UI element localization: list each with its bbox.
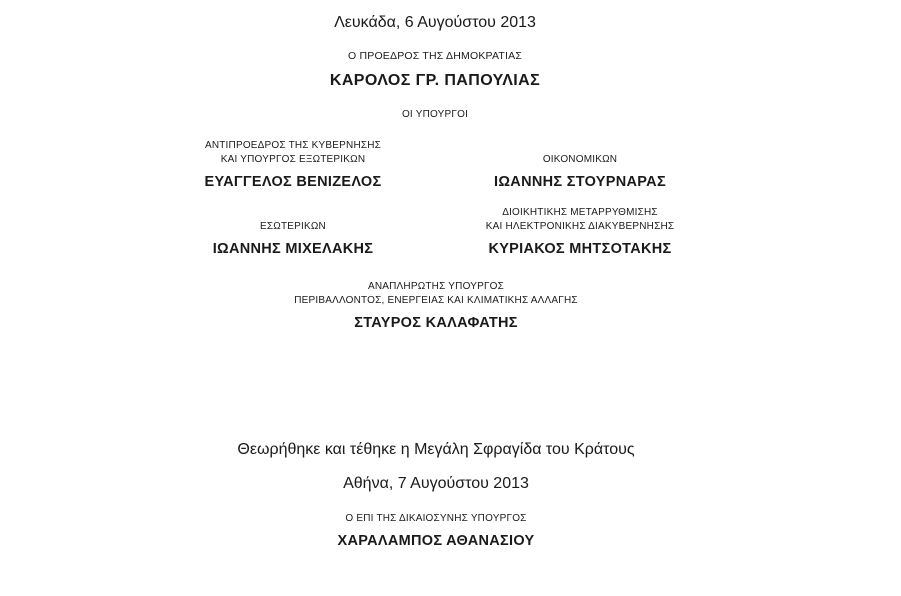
minister-name: ΣΤΑΥΡΟΣ ΚΑΛΑΦΑΤΗΣ — [354, 315, 518, 331]
seal-place-date: Αθήνα, 7 Αυγούστου 2013 — [343, 475, 529, 492]
minister-title-line: ΑΝΑΠΛΗΡΩΤΗΣ ΥΠΟΥΡΓΟΣ — [367, 281, 505, 292]
president-title: Ο ΠΡΟΕΔΡΟΣ ΤΗΣ ΔΗΜΟΚΡΑΤΙΑΣ — [347, 50, 523, 62]
minister-title-line: ΚΑΙ ΗΛΕΚΤΡΟΝΙΚΗΣ ΔΙΑΚΥΒΕΡΝΗΣΗΣ — [485, 221, 675, 232]
ministers-heading: ΟΙ ΥΠΟΥΡΓΟΙ — [401, 109, 469, 120]
justice-minister-name: ΧΑΡΑΛΑΜΠΟΣ ΑΘΑΝΑΣΙΟΥ — [337, 533, 535, 549]
signing-place-date: Λευκάδα, 6 Αυγούστου 2013 — [334, 14, 536, 31]
minister-name: ΙΩΑΝΝΗΣ ΣΤΟΥΡΝΑΡΑΣ — [494, 174, 666, 190]
justice-minister-title: Ο ΕΠΙ ΤΗΣ ΔΙΚΑΙΟΣΥΝΗΣ ΥΠΟΥΡΓΟΣ — [345, 513, 527, 524]
minister-name: ΕΥΑΓΓΕΛΟΣ ΒΕΝΙΖΕΛΟΣ — [204, 174, 382, 190]
minister-title-line: ΑΝΤΙΠΡΟΕΔΡΟΣ ΤΗΣ ΚΥΒΕΡΝΗΣΗΣ — [204, 140, 382, 151]
minister-title-line: ΠΕΡΙΒΑΛΛΟΝΤΟΣ, ΕΝΕΡΓΕΙΑΣ ΚΑΙ ΚΛΙΜΑΤΙΚΗΣ ΑΛΛΑΓΗΣ — [294, 295, 578, 306]
minister-title-line: ΟΙΚΟΝΟΜΙΚΩΝ — [542, 154, 618, 165]
seal-statement: Θεωρήθηκε και τέθηκε η Μεγάλη Σφραγίδα του Κράτους — [237, 441, 635, 458]
minister-title-line: ΚΑΙ ΥΠΟΥΡΓΟΣ ΕΞΩΤΕΡΙΚΩΝ — [220, 154, 366, 165]
minister-name: ΚΥΡΙΑΚΟΣ ΜΗΤΣΟΤΑΚΗΣ — [488, 241, 672, 257]
minister-title-line: ΔΙΟΙΚΗΤΙΚΗΣ ΜΕΤΑΡΡΥΘΜΙΣΗΣ — [502, 207, 658, 218]
president-name: ΚΑΡΟΛΟΣ ΓΡ. ΠΑΠΟΥΛΙΑΣ — [329, 72, 541, 89]
minister-name: ΙΩΑΝΝΗΣ ΜΙΧΕΛΑΚΗΣ — [212, 241, 374, 257]
minister-title-line: ΕΣΩΤΕΡΙΚΩΝ — [260, 221, 326, 232]
